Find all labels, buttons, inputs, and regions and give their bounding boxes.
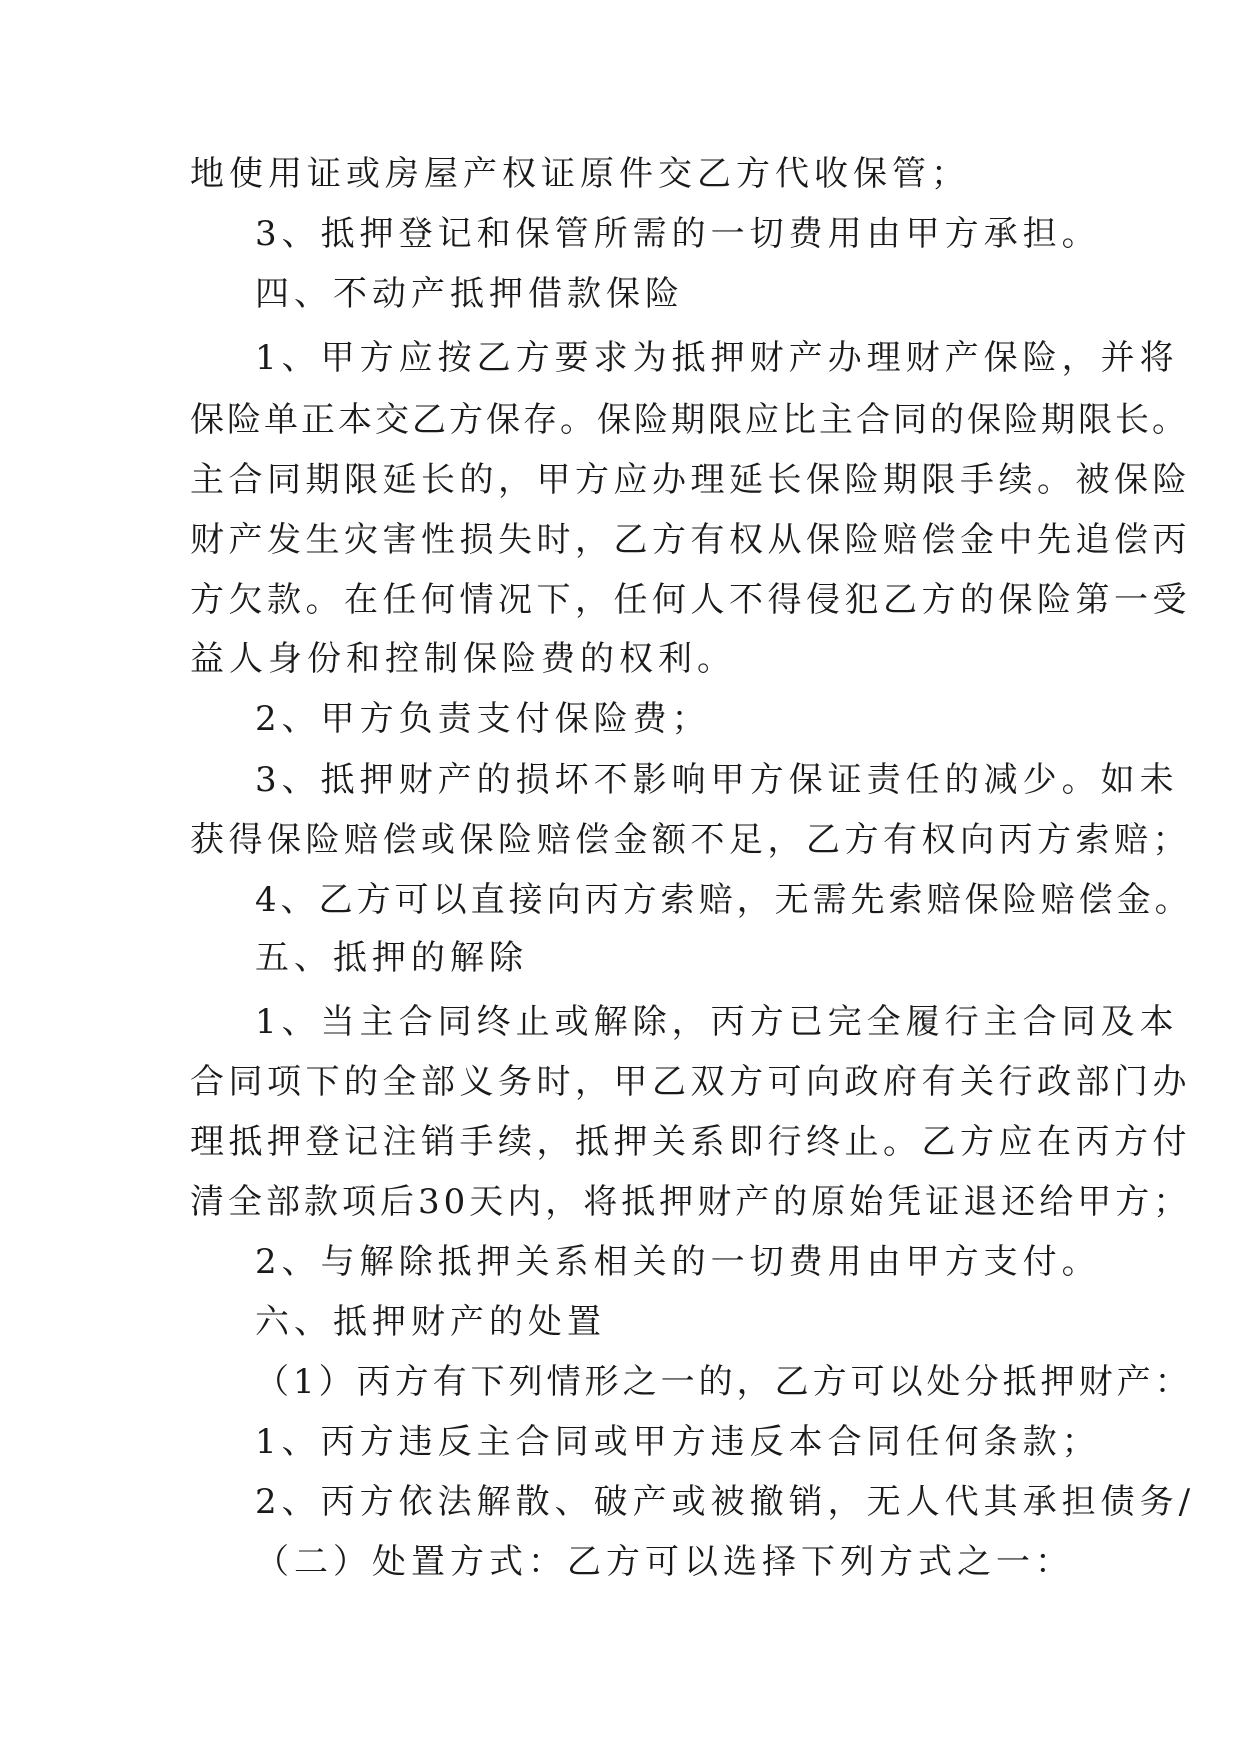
- text-line: 保险单正本交乙方保存。保险期限应比主合同的保险期限长。: [190, 400, 1189, 440]
- text-line: 地使用证或房屋产权证原件交乙方代收保管；: [190, 154, 970, 194]
- text-line: 1、甲方应按乙方要求为抵押财产办理财产保险，并将: [255, 338, 1179, 378]
- text-line: 1、丙方违反主合同或甲方违反本合同任何条款；: [255, 1422, 1101, 1462]
- text-line: 3、抵押财产的损坏不影响甲方保证责任的减少。如未: [255, 760, 1179, 800]
- text-line: 2、丙方依法解散、破产或被撤销，无人代其承担债务/: [255, 1482, 1196, 1522]
- text-line: 财产发生灾害性损失时，乙方有权从保险赔偿金中先追偿丙: [190, 520, 1191, 560]
- text-line: 方欠款。在任何情况下，任何人不得侵犯乙方的保险第一受: [190, 580, 1191, 620]
- section-heading: 六、抵押财产的处置: [255, 1302, 606, 1342]
- text-line: 2、与解除抵押关系相关的一切费用由甲方支付。: [255, 1242, 1101, 1282]
- text-line: 合同项下的全部义务时，甲乙双方可向政府有关行政部门办: [190, 1062, 1191, 1102]
- section-heading: 四、不动产抵押借款保险: [255, 274, 684, 314]
- text-line: 理抵押登记注销手续，抵押关系即行终止。乙方应在丙方付: [190, 1122, 1191, 1162]
- text-line: 主合同期限延长的，甲方应办理延长保险期限手续。被保险: [190, 460, 1191, 500]
- text-line: 益人身份和控制保险费的权利。: [190, 639, 736, 679]
- text-line: 获得保险赔偿或保险赔偿金额不足，乙方有权向丙方索赔；: [190, 820, 1191, 860]
- text-line: 2、甲方负责支付保险费；: [255, 699, 711, 739]
- section-heading: 五、抵押的解除: [255, 938, 528, 978]
- text-line: 4、乙方可以直接向丙方索赔，无需先索赔保险赔偿金。: [255, 880, 1193, 920]
- text-line: 3、抵押登记和保管所需的一切费用由甲方承担。: [255, 214, 1101, 254]
- text-line: （二）处置方式：乙方可以选择下列方式之一：: [255, 1542, 1074, 1582]
- text-line: 清全部款项后30天内，将抵押财产的原始凭证退还给甲方；: [190, 1182, 1192, 1222]
- text-line: 1、当主合同终止或解除，丙方已完全履行主合同及本: [255, 1002, 1179, 1042]
- text-line: （1）丙方有下列情形之一的，乙方可以处分抵押财产：: [255, 1362, 1193, 1402]
